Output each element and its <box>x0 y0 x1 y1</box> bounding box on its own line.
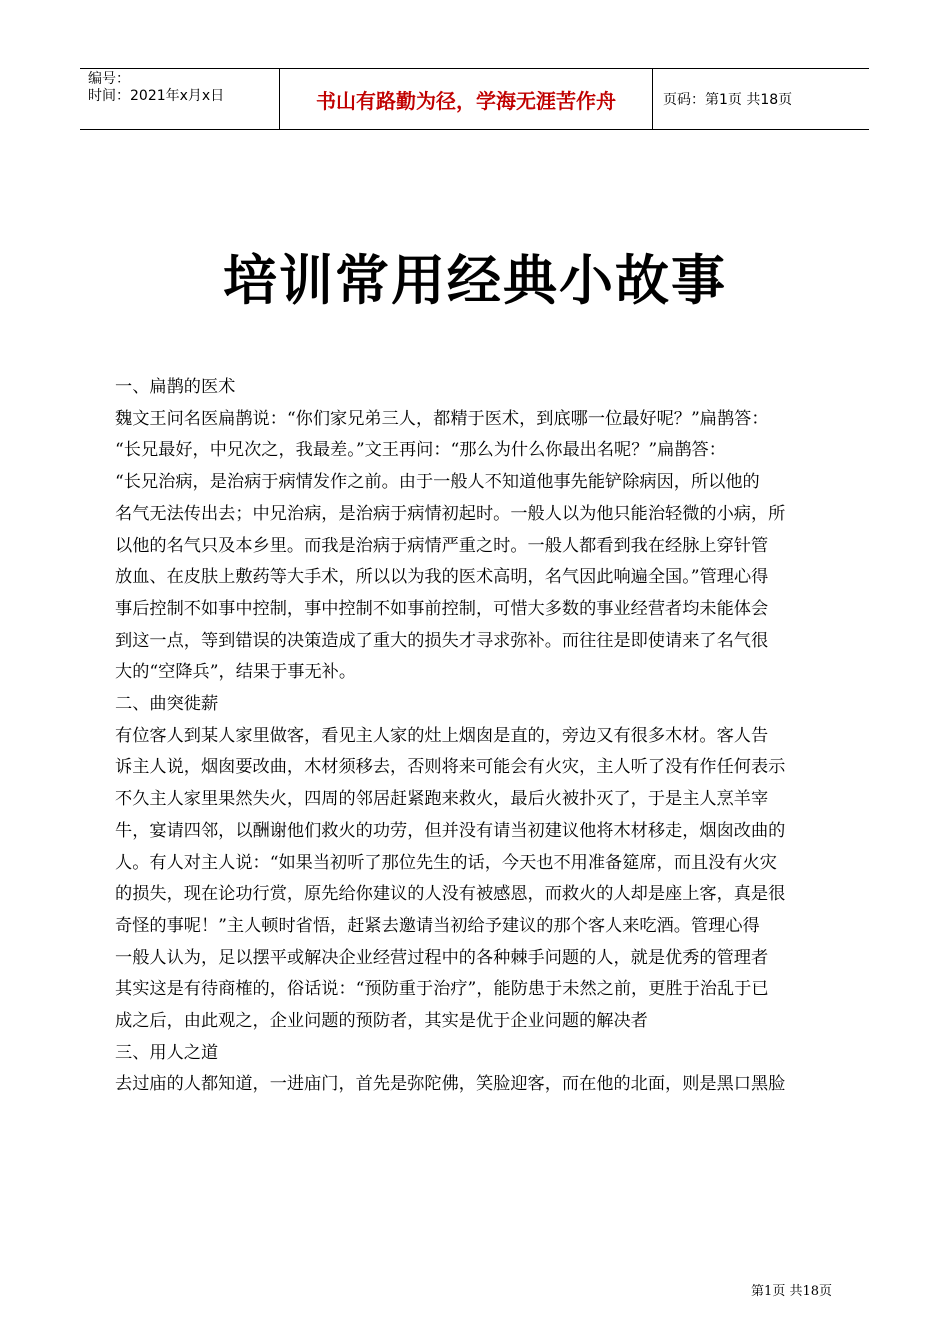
header-page-info: 页码：第1页 共18页 <box>663 92 793 108</box>
text-line: 成之后，由此观之，企业问题的预防者，其实是优于企业问题的解决者 <box>115 1011 648 1032</box>
text-line: 以他的名气只及本乡里。而我是治病于病情严重之时。一般人都看到我在经脉上穿针管 <box>115 535 769 556</box>
text-line: 有位客人到某人家里做客，看见主人家的灶上烟囱是直的，旁边又有很多木材。客人告 <box>115 725 769 746</box>
text-line: “长兄治病，是治病于病情发作之前。由于一般人不知道他事先能铲除病因，所以他的 <box>115 472 760 493</box>
text-line: 去过庙的人都知道，一进庙门，首先是弥陀佛，笑脸迎客，而在他的北面，则是黑口黑脸 <box>115 1074 786 1095</box>
text-line: “长兄最好，中兄次之，我最差。”文王再问：“那么为什么你最出名呢？”扁鹊答： <box>115 440 726 461</box>
text-line: 不久主人家里果然失火，四周的邻居赶紧跑来救火，最后火被扑灭了，于是主人烹羊宰 <box>115 789 769 810</box>
text-line: 到这一点，等到错误的决策造成了重大的损失才寻求弥补。而往往是即使请来了名气很 <box>115 630 769 651</box>
page-footer: 第1页 共18页 <box>751 1284 832 1299</box>
text-line: 牛，宴请四邻，以酬谢他们救火的功劳，但并没有请当初建议他将木材移走，烟囱改曲的 <box>115 820 786 841</box>
text-line: 一、扁鹊的医术 <box>115 377 236 397</box>
text-line: 放血、在皮肤上敷药等大手术，所以以为我的医术高明，名气因此响遍全国。”管理心得 <box>115 567 769 588</box>
text-line: 魏文王问名医扁鹊说：“你们家兄弟三人，都精于医术，到底哪一位最好呢？”扁鹊答： <box>115 408 769 429</box>
text-line: 三、用人之道 <box>115 1042 219 1063</box>
text-line: 诉主人说，烟囱要改曲，木材须移去，否则将来可能会有火灾，主人听了没有作任何表示 <box>115 757 786 778</box>
text-line: 二、曲突徙薪 <box>115 694 219 715</box>
text-line: 一般人认为，足以摆平或解决企业经营过程中的各种棘手问题的人，就是优秀的管理者 <box>115 947 769 968</box>
text-line: 的损失，现在论功行赏，原先给你建议的人没有被感恩，而救火的人却是座上客，真是很 <box>115 884 786 905</box>
header-motto: 书山有路勤为径，学海无涯苦作舟 <box>280 69 653 129</box>
text-line: 奇怪的事呢！”主人顿时省悟，赶紧去邀请当初给予建议的那个客人来吃酒。管理心得 <box>115 915 760 936</box>
time-label: 时间：2021年x月x日 <box>88 88 225 104</box>
text-line: 其实这是有待商榷的，俗话说：“预防重于治疗”，能防患于未然之前，更胜于治乱于已 <box>115 979 769 1000</box>
text-line: 名气无法传出去；中兄治病，是治病于病情初起时。一般人以为他只能治轻微的小病，所 <box>115 503 786 524</box>
document-title: 培训常用经典小故事 <box>223 249 727 312</box>
header-meta <box>80 69 280 129</box>
text-line: 大的“空降兵”，结果于事无补。 <box>115 662 357 683</box>
document-body <box>115 372 837 1101</box>
text-line: 人。有人对主人说：“如果当初听了那位先生的话，今天也不用准备筵席，而且没有火灾 <box>115 852 777 873</box>
page-header <box>80 68 869 130</box>
text-line: 事后控制不如事中控制，事中控制不如事前控制，可惜大多数的事业经营者均未能体会 <box>115 598 769 619</box>
number-label: 编号： <box>88 71 130 87</box>
